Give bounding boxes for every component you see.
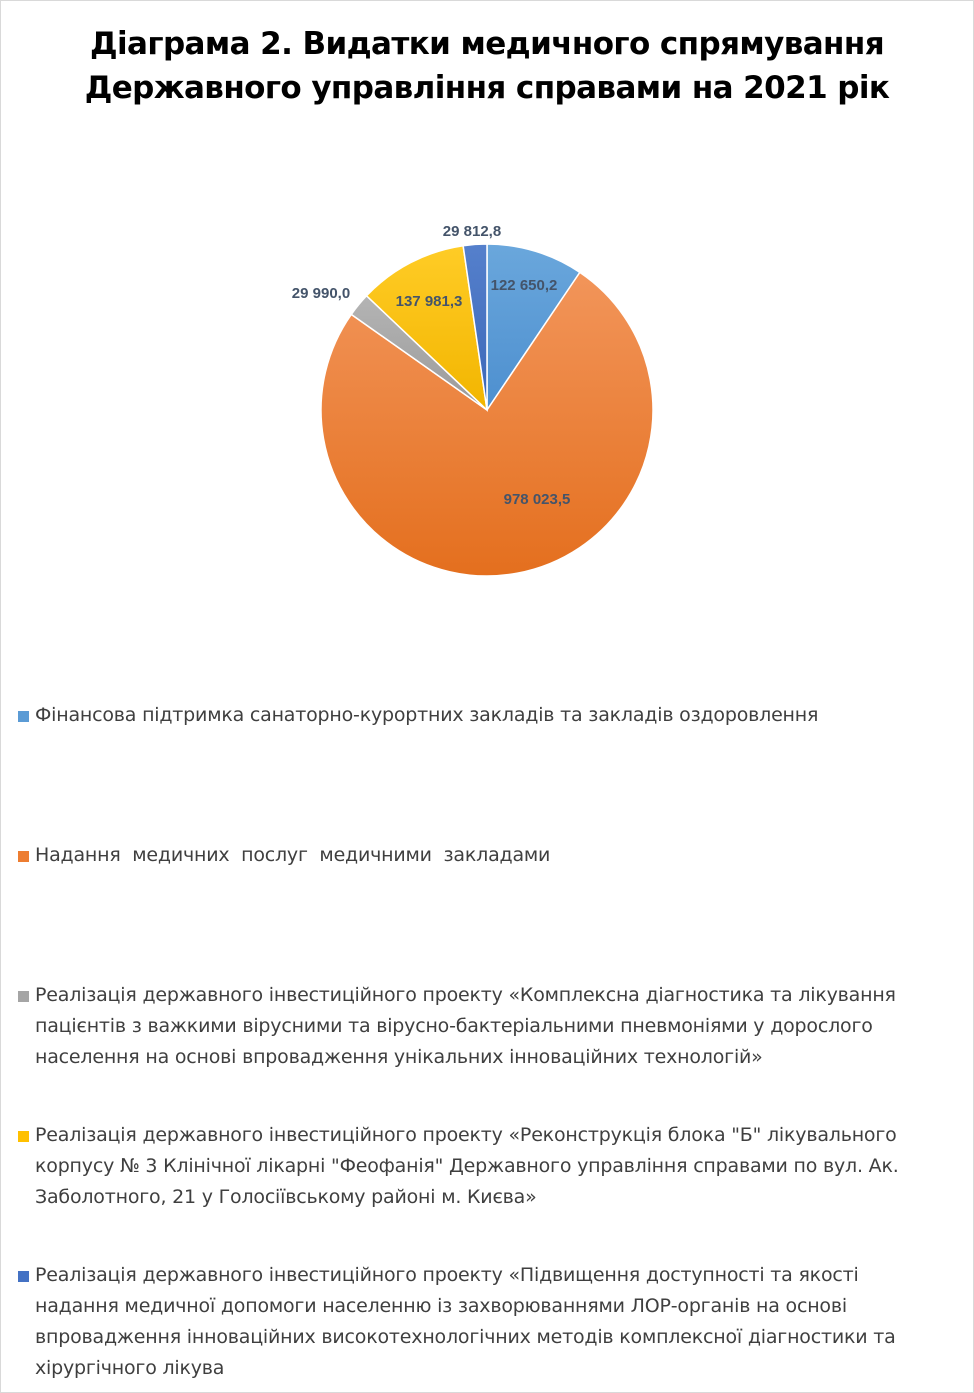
legend-item-ent-project (18, 1260, 963, 1384)
legend-label (35, 980, 896, 1073)
legend-label-line: Заболотного, 21 у Голосіївському районі м. Києва» (35, 1186, 537, 1208)
chart-title-line-2: Державного управління справами на 2021 рік (84, 70, 890, 106)
legend-item-pneumonia-project (18, 980, 963, 1073)
chart-title-line-1: Діаграма 2. Видатки медичного спрямування (90, 26, 884, 62)
slice-medical-services-value-label: 978 023,5 (503, 491, 571, 508)
slice-pneumonia-project-value-label: 29 990,0 (291, 285, 351, 302)
legend-label-line: корпусу № 3 Клінічної лікарні "Феофанія" Державного управління справами по вул. Ак. (35, 1155, 899, 1177)
legend-label-line: впровадження інноваційних високотехнологічних методів комплексної діагностики та (35, 1326, 896, 1348)
legend-label (35, 700, 818, 731)
slice-sanatorium-support-value-label: 122 650,2 (490, 277, 558, 294)
legend-label (35, 1120, 899, 1213)
legend-swatch (18, 1271, 29, 1282)
legend-label-line: хірургічного лікува (35, 1357, 225, 1379)
legend-label-line: Фінансова підтримка санаторно-курортних закладів та закладів оздоровлення (35, 704, 819, 726)
legend-label-line: надання медичної допомоги населенню із захворюваннями ЛОР-органів на основі (35, 1295, 847, 1317)
legend-swatch (18, 991, 29, 1002)
legend-label (35, 1260, 896, 1384)
legend-label-line: Реалізація державного інвестиційного проекту «Реконструкція блока "Б" лікувального (35, 1124, 897, 1146)
slice-feofania-project-value-label: 137 981,3 (395, 293, 463, 310)
legend-label (35, 840, 550, 871)
legend-item-feofania-project (18, 1120, 963, 1213)
legend-swatch (18, 1131, 29, 1142)
legend-swatch (18, 851, 29, 862)
legend-label-line: Надання медичних послуг медичними закладами (35, 844, 551, 866)
legend-label-line: населення на основі впровадження унікальних інноваційних технологій» (35, 1046, 763, 1068)
slice-ent-project-value-label: 29 812,8 (442, 223, 502, 240)
legend-label-line: пацієнтів з важкими вірусними та вірусно-бактеріальними пневмоніями у дорослого (35, 1015, 873, 1037)
legend-swatch (18, 711, 29, 722)
legend-item-sanatorium-support (18, 700, 963, 731)
legend-item-medical-services (18, 840, 963, 871)
legend-label-line: Реалізація державного інвестиційного проекту «Комплексна діагностика та лікування (35, 984, 896, 1006)
legend-label-line: Реалізація державного інвестиційного проекту «Підвищення доступності та якості (35, 1264, 859, 1286)
